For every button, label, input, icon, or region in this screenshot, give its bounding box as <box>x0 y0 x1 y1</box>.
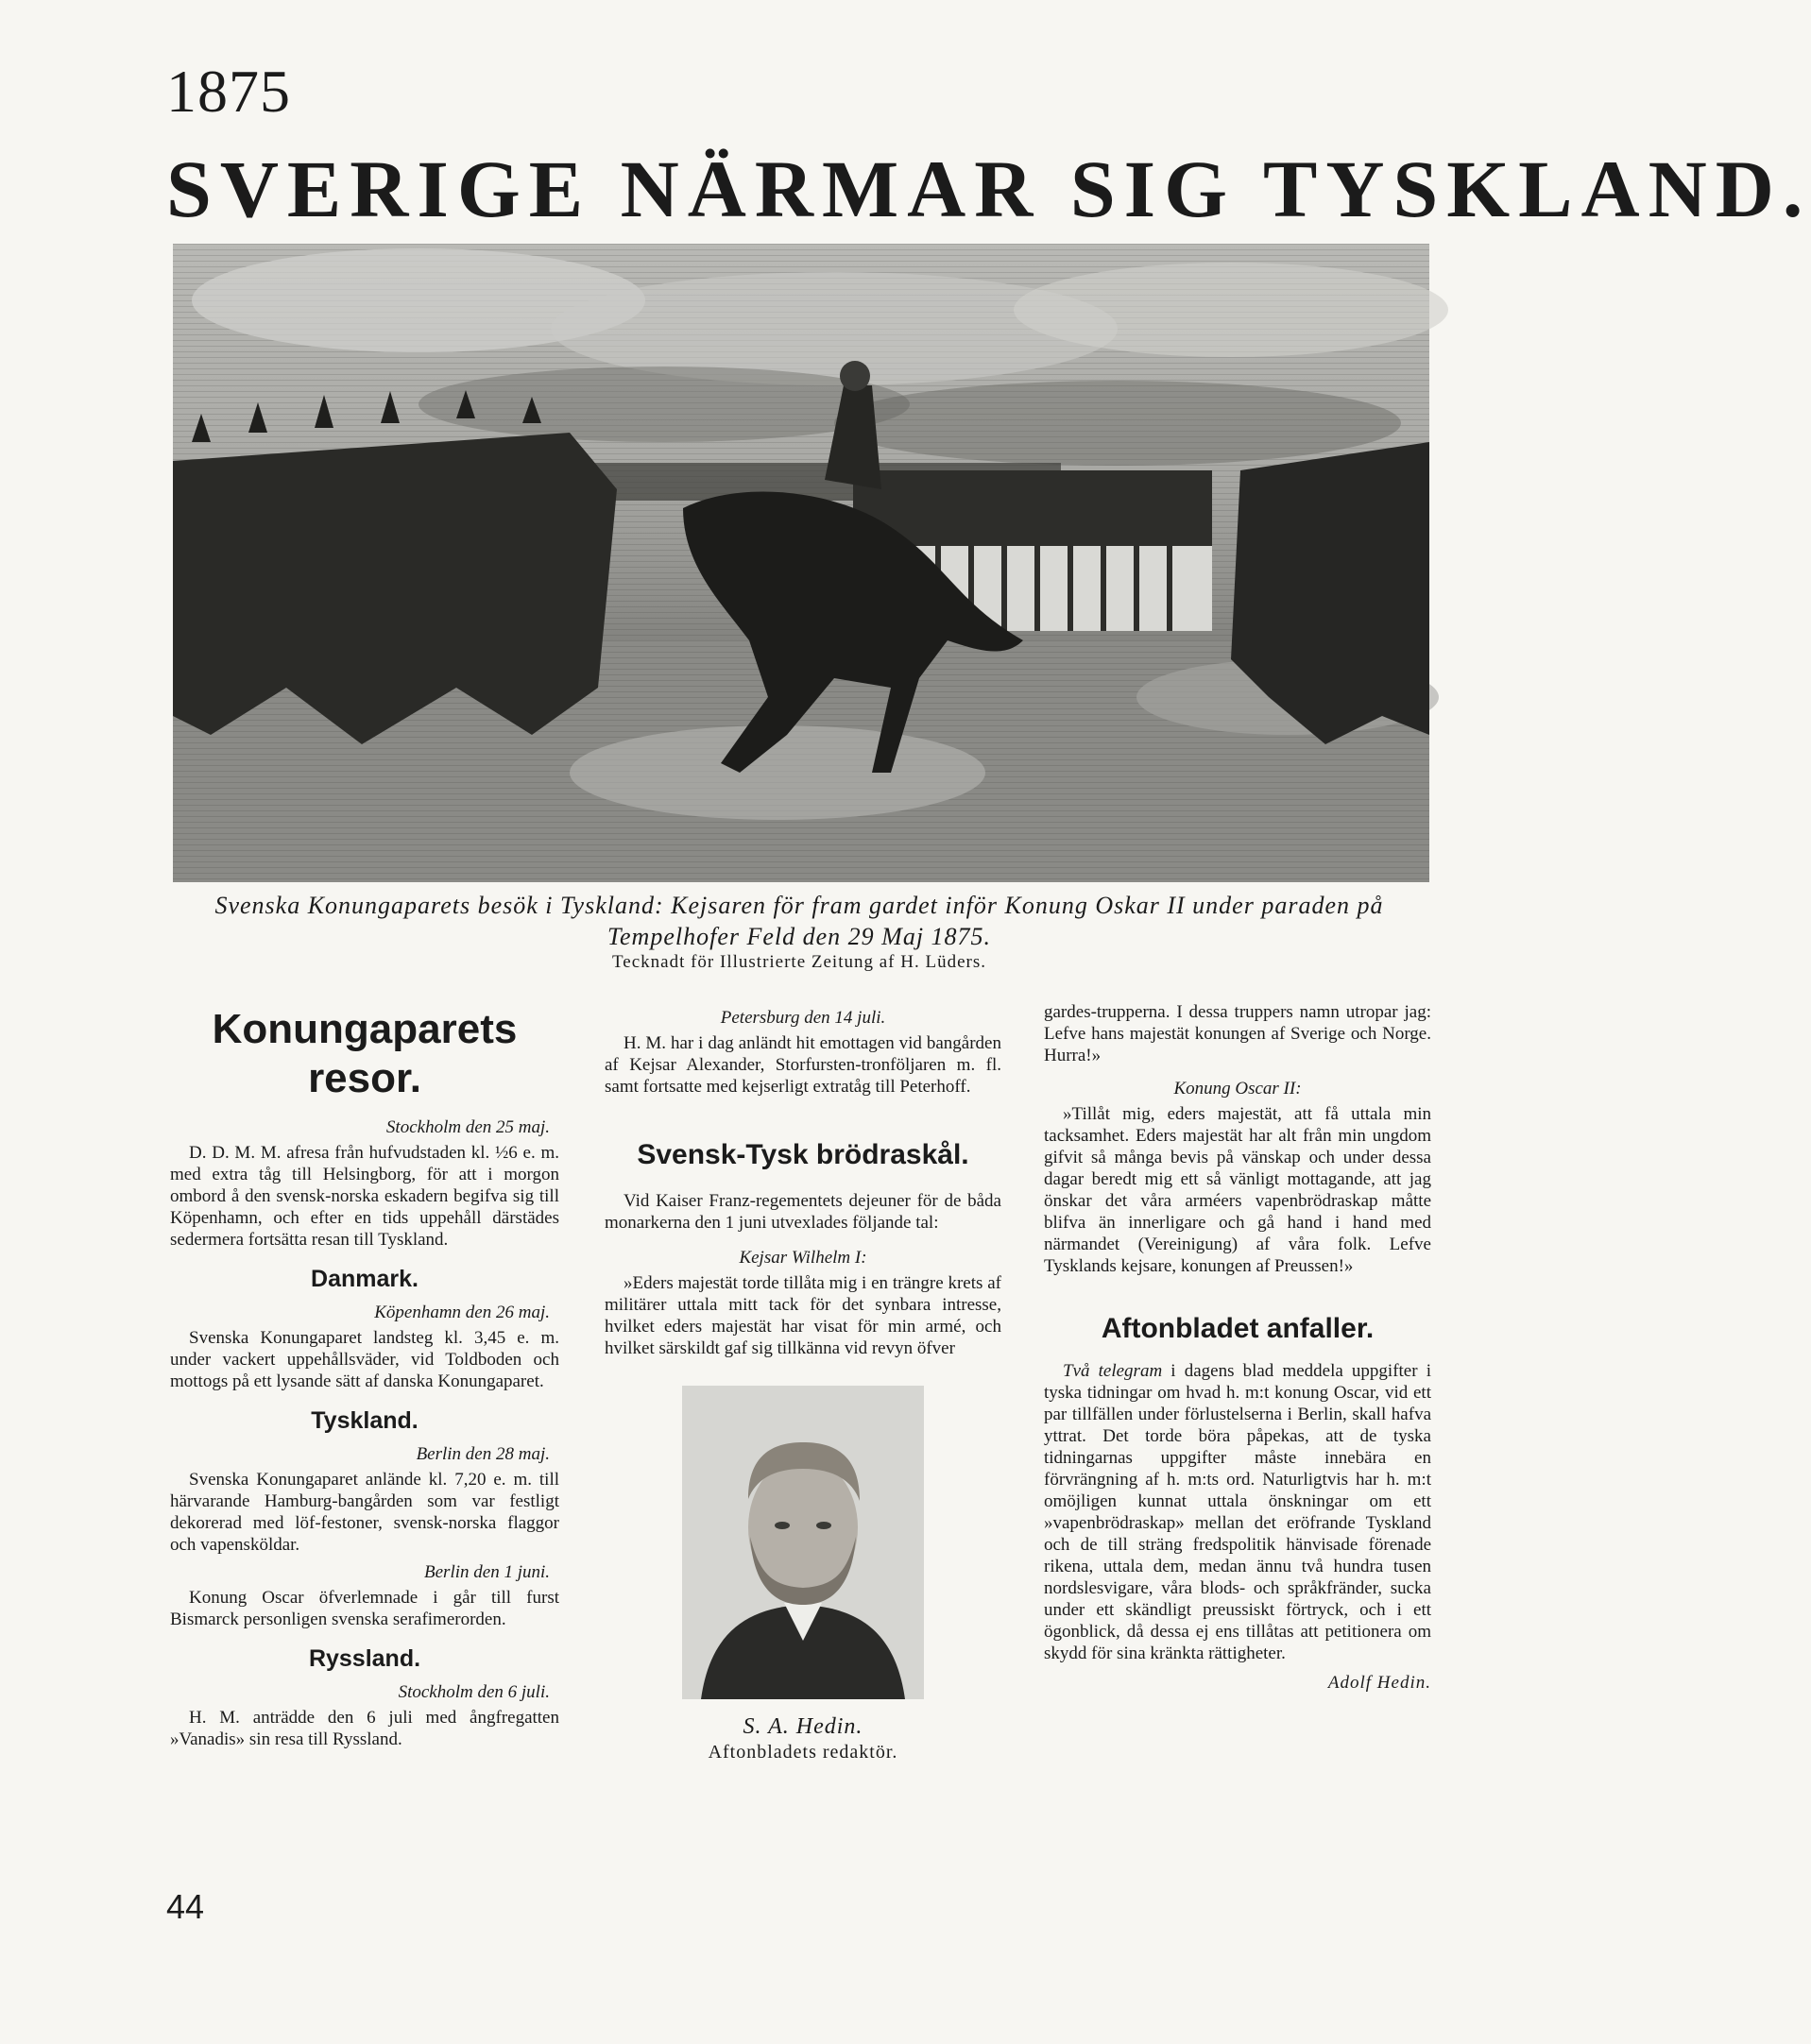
dateline: Köpenhamn den 26 maj. <box>374 1303 550 1322</box>
paragraph: Svenska Konungaparet landsteg kl. 3,45 e. m. under vackert uppehållsväder, vid Toldboden och mottogs på ett lysande sätt af danska Konungaparet. <box>170 1328 559 1391</box>
engraving-illustration <box>173 244 1429 882</box>
paragraph: Vid Kaiser Franz-regementets dejeuner för de båda monarkerna den 1 juni utvexlades följande tal: <box>605 1191 1001 1233</box>
column-middle <box>605 1001 1001 1763</box>
dateline: Stockholm den 25 maj. <box>385 1117 550 1137</box>
column-right <box>1044 1001 1431 1694</box>
dateline: Petersburg den 14 juli. <box>720 1008 886 1028</box>
paragraph: D. D. M. M. afresa från hufvudstaden kl. ½6 e. m. med extra tåg till Helsingborg, för att i morgon ombord å den svensk-norska eskadern begifva sig till Köpenhamn, och efter en tids uppehåll därstädes sedermera fortsätta resan till Tyskland. <box>170 1143 559 1250</box>
paragraph: Konung Oscar öfverlemnade i går till furst Bismarck personligen svenska serafimerorden. <box>170 1588 559 1629</box>
section-title-konungaparets-resor: Konungaparets resor. <box>212 1006 518 1101</box>
column-left <box>170 1001 559 1750</box>
section-title-danmark: Danmark. <box>311 1266 419 1292</box>
illustration-caption: Svenska Konungaparets besök i Tyskland: Kejsaren för fram gardet inför Konung Oskar II under paraden på Tempelhofer Feld den 29 Maj 1875. <box>214 892 1384 950</box>
portrait-name: S. A. Hedin. <box>743 1714 863 1739</box>
paragraph: gardes-trupperna. I dessa truppers namn utropar jag: Lefve hans majestät konungen af Sverige och Norge. Hurra!» <box>1044 1002 1431 1065</box>
section-title-brodraskal: Svensk-Tysk brödraskål. <box>637 1139 969 1170</box>
illustration-credit: Tecknadt för Illustrierte Zeitung af H. Lüders. <box>612 952 986 972</box>
section-title-aftonbladet-anfaller: Aftonbladet anfaller. <box>1101 1313 1375 1344</box>
dateline: Stockholm den 6 juli. <box>398 1682 550 1702</box>
body-text: i dagens blad meddela uppgifter i tyska tidningar om hvad h. m:t konung Oscar, vid ett par tillfällen under förlustelserna i Berlin, skall hafva yttrat. Det torde böra påpekas, att de tyska tidningarnas uppgifter måste innebära en förvrängning af h. m:ts ord. Naturligtvis har h. m:t omöjligen kunnat uttala önskningar om ett »vapenbrödraskap» mellan det eröfrande Tyskland och de till sträng fredspolitik hänvisade förenade rikena, uttala dem, medan ännu två hundra tusen nordslesvigare, våra blods- och språkfränder, sucka under ett skändligt preussiskt förtryck, och i ett ögonblick, då dessa ej ens tillåtas att petitionera om skydd för sina kränkta rättigheter. <box>1044 1361 1431 1663</box>
portrait-role: Aftonbladets redaktör. <box>708 1742 898 1763</box>
headline: SVERIGE NÄRMAR SIG TYSKLAND. <box>166 144 1811 234</box>
section-title-tyskland: Tyskland. <box>311 1407 419 1434</box>
paragraph <box>1044 1360 1431 1664</box>
paragraph: H. M. anträdde den 6 juli med ångfregatten »Vanadis» sin resa till Ryssland. <box>170 1708 559 1749</box>
lead-words: Två telegram <box>1063 1361 1163 1381</box>
section-title-ryssland: Ryssland. <box>308 1645 421 1672</box>
page-number: 44 <box>166 1887 205 1926</box>
speaker-label: Kejsar Wilhelm I: <box>739 1248 867 1268</box>
author-signature: Adolf Hedin. <box>1327 1673 1431 1693</box>
paragraph: »Tillåt mig, eders majestät, att få uttala min tacksamhet. Eders majestät har alt från min ungdom gifvit så många bevis på vänskap och under dessa dagar beredt mig ett så vänligt mottagande, att jag önskar det våra arméers vapenbrödraskap måtte blifva än innerligare och gå hand i hand med närmandet (Vereinigung) af våra folk. Lefve Tysklands kejsare, konungen af Preussen!» <box>1044 1104 1431 1276</box>
speaker-label: Konung Oscar II: <box>1173 1079 1302 1099</box>
paragraph: »Eders majestät torde tillåta mig i en trängre krets af militärer uttala mitt tack för det synbara intresse, hvilket eders majestät har visat för min armé, och hvilket särskildt gaf sig tillkänna vid revyn öfver <box>605 1273 1001 1358</box>
year: 1875 <box>166 58 291 125</box>
portrait-photo <box>682 1386 924 1699</box>
paragraph: H. M. har i dag anländt hit emottagen vid bangården af Kejsar Alexander, Storfursten-tronföljaren m. fl. samt fortsatte med kejserligt extratåg till Peterhoff. <box>605 1033 1001 1097</box>
paragraph: Svenska Konungaparet anlände kl. 7,20 e. m. till härvarande Hamburg-bangården som var festligt dekorerad med löf-festoner, svensk-norska flaggor och vapensköldar. <box>170 1470 559 1555</box>
dateline: Berlin den 1 juni. <box>424 1562 550 1582</box>
dateline: Berlin den 28 maj. <box>416 1444 550 1464</box>
